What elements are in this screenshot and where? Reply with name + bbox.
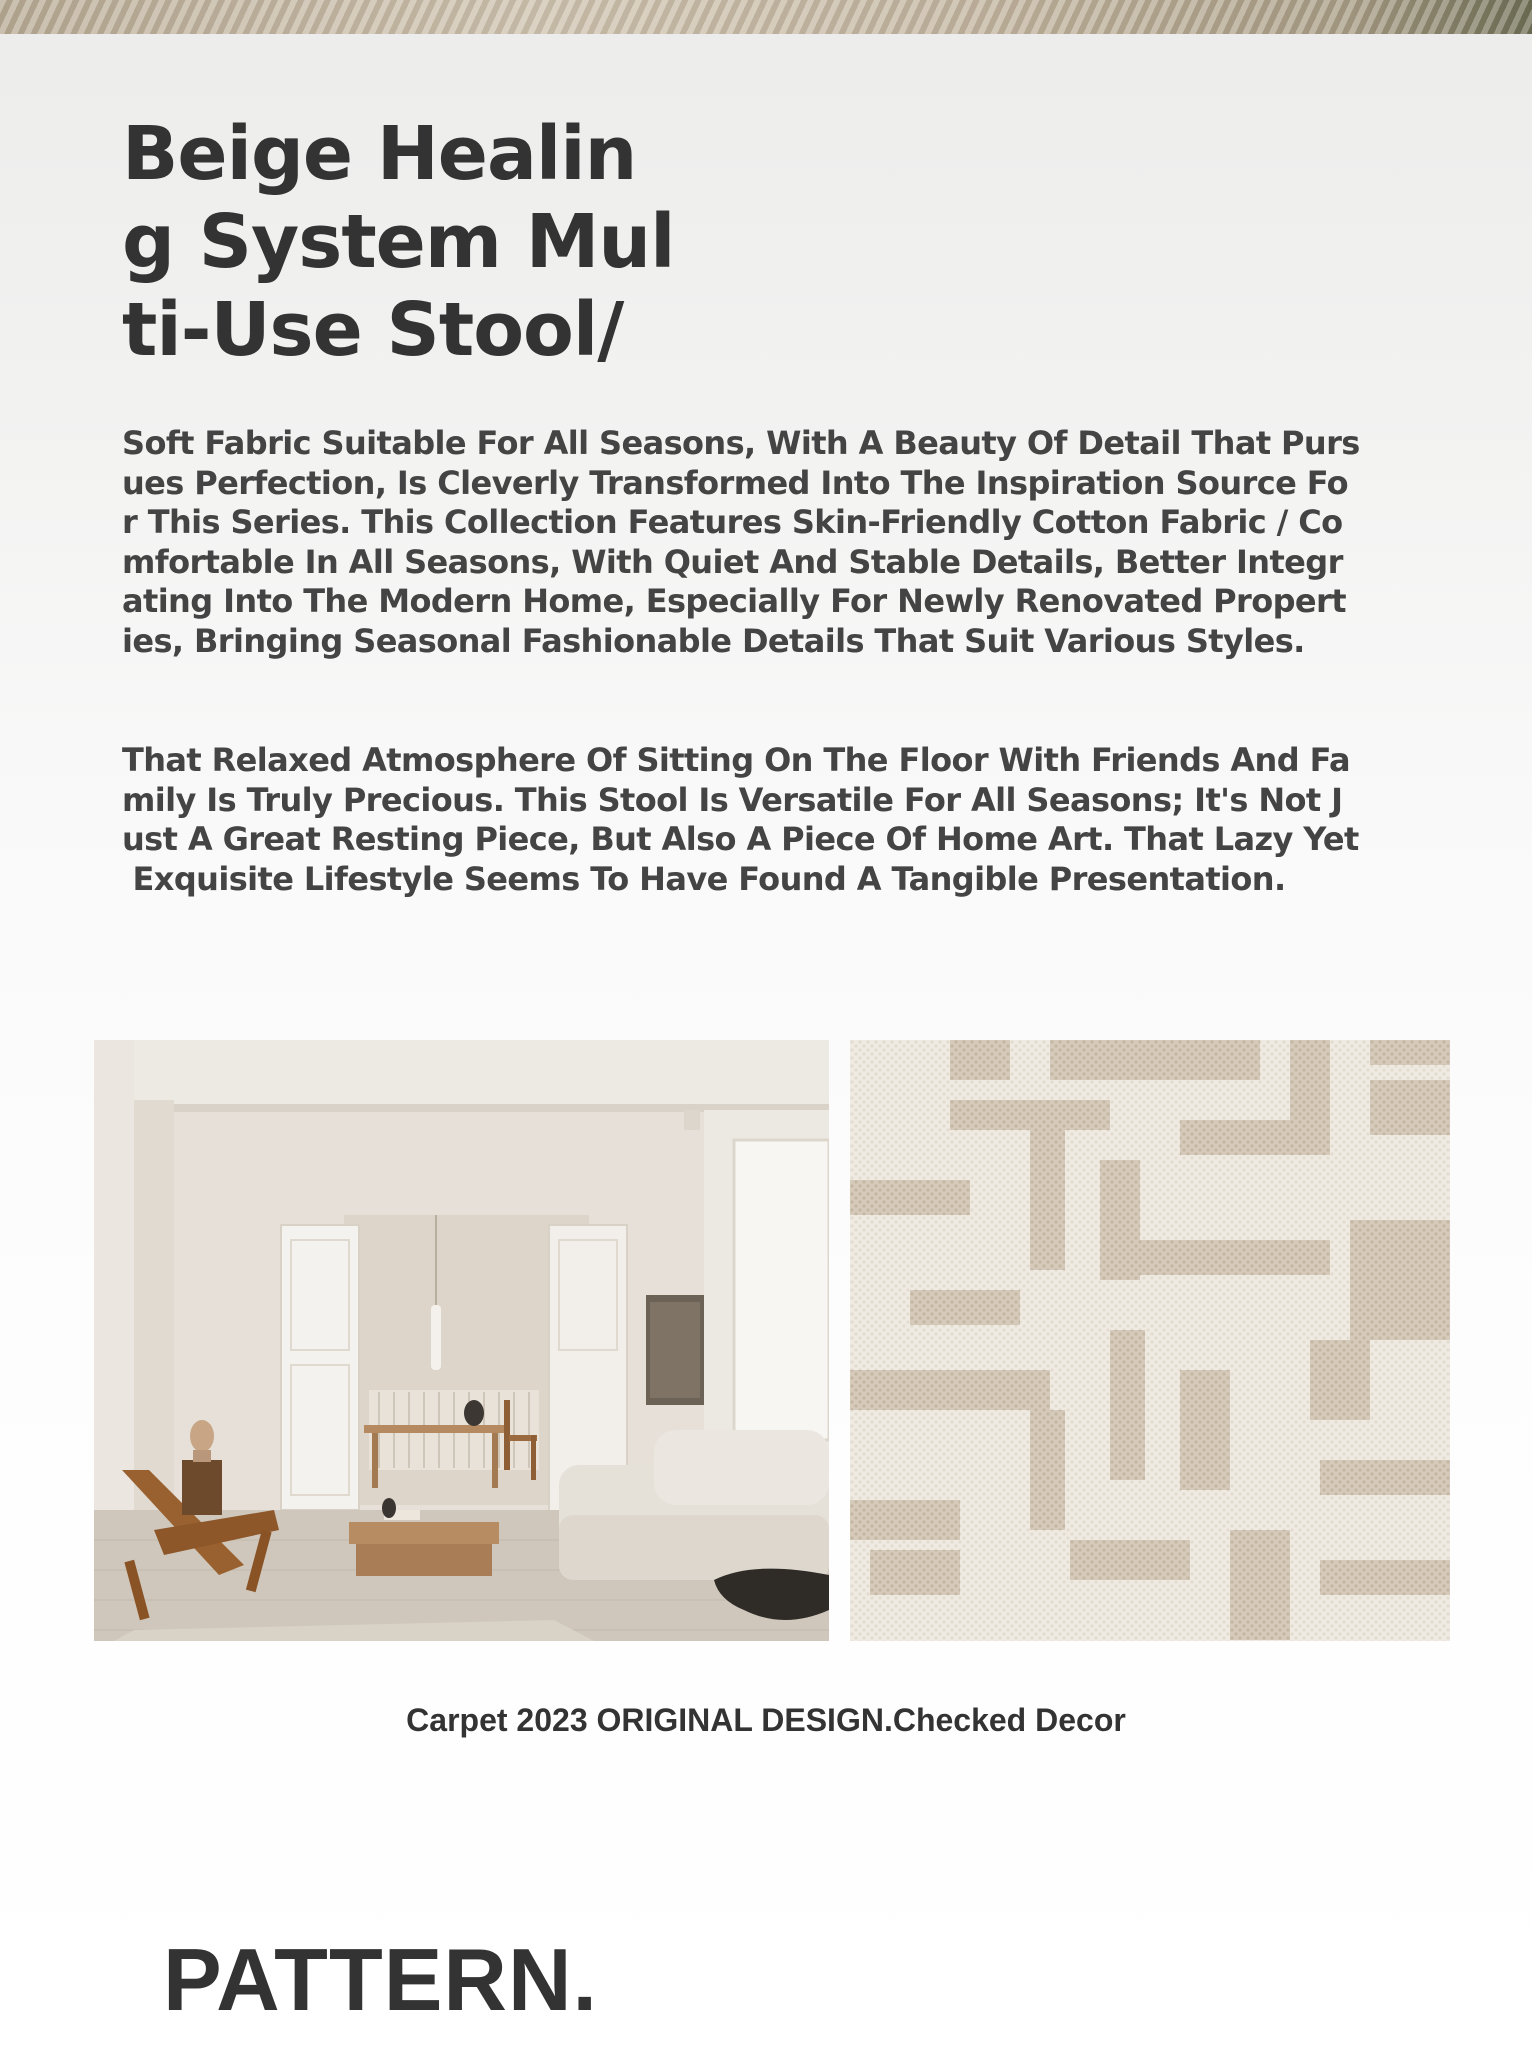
description-paragraph-1: Soft Fabric Suitable For All Seasons, With A Beauty Of Detail That Purs ues Perfection, Is Cleverly Transformed Into The Inspiration Source Fo r This Series. This Collection Features Skin-Friendly Cotton Fabric / Co mfortable In All Seasons, With Quiet And Stable Details, Better Integr ating Into The Modern Home, Especially For Newly Renovated Propert ies, Bringing Seasonal Fashionable Details That Suit Various Styles. <box>122 424 1360 660</box>
description-paragraph-2: That Relaxed Atmosphere Of Sitting On The Floor With Friends And Fa mily Is Truly Precious. This Stool Is Versatile For All Seasons; It's Not J ust A Great Resting Piece, But Also A Piece Of Home Art. That Lazy Yet Exquisite Lifestyle Seems To Have Found A Tangible Presentation. <box>122 741 1359 898</box>
woven-carpet-texture-photo <box>850 1040 1450 1641</box>
top-banner-strip <box>0 0 1532 34</box>
product-title: Beige Healin g System Mul ti-Use Stool/ <box>122 111 675 373</box>
interior-room-photo <box>94 1040 829 1641</box>
section-heading: PATTERN. <box>163 1930 598 2029</box>
gallery-caption: Carpet 2023 ORIGINAL DESIGN.Checked Decor <box>406 1702 1126 1738</box>
